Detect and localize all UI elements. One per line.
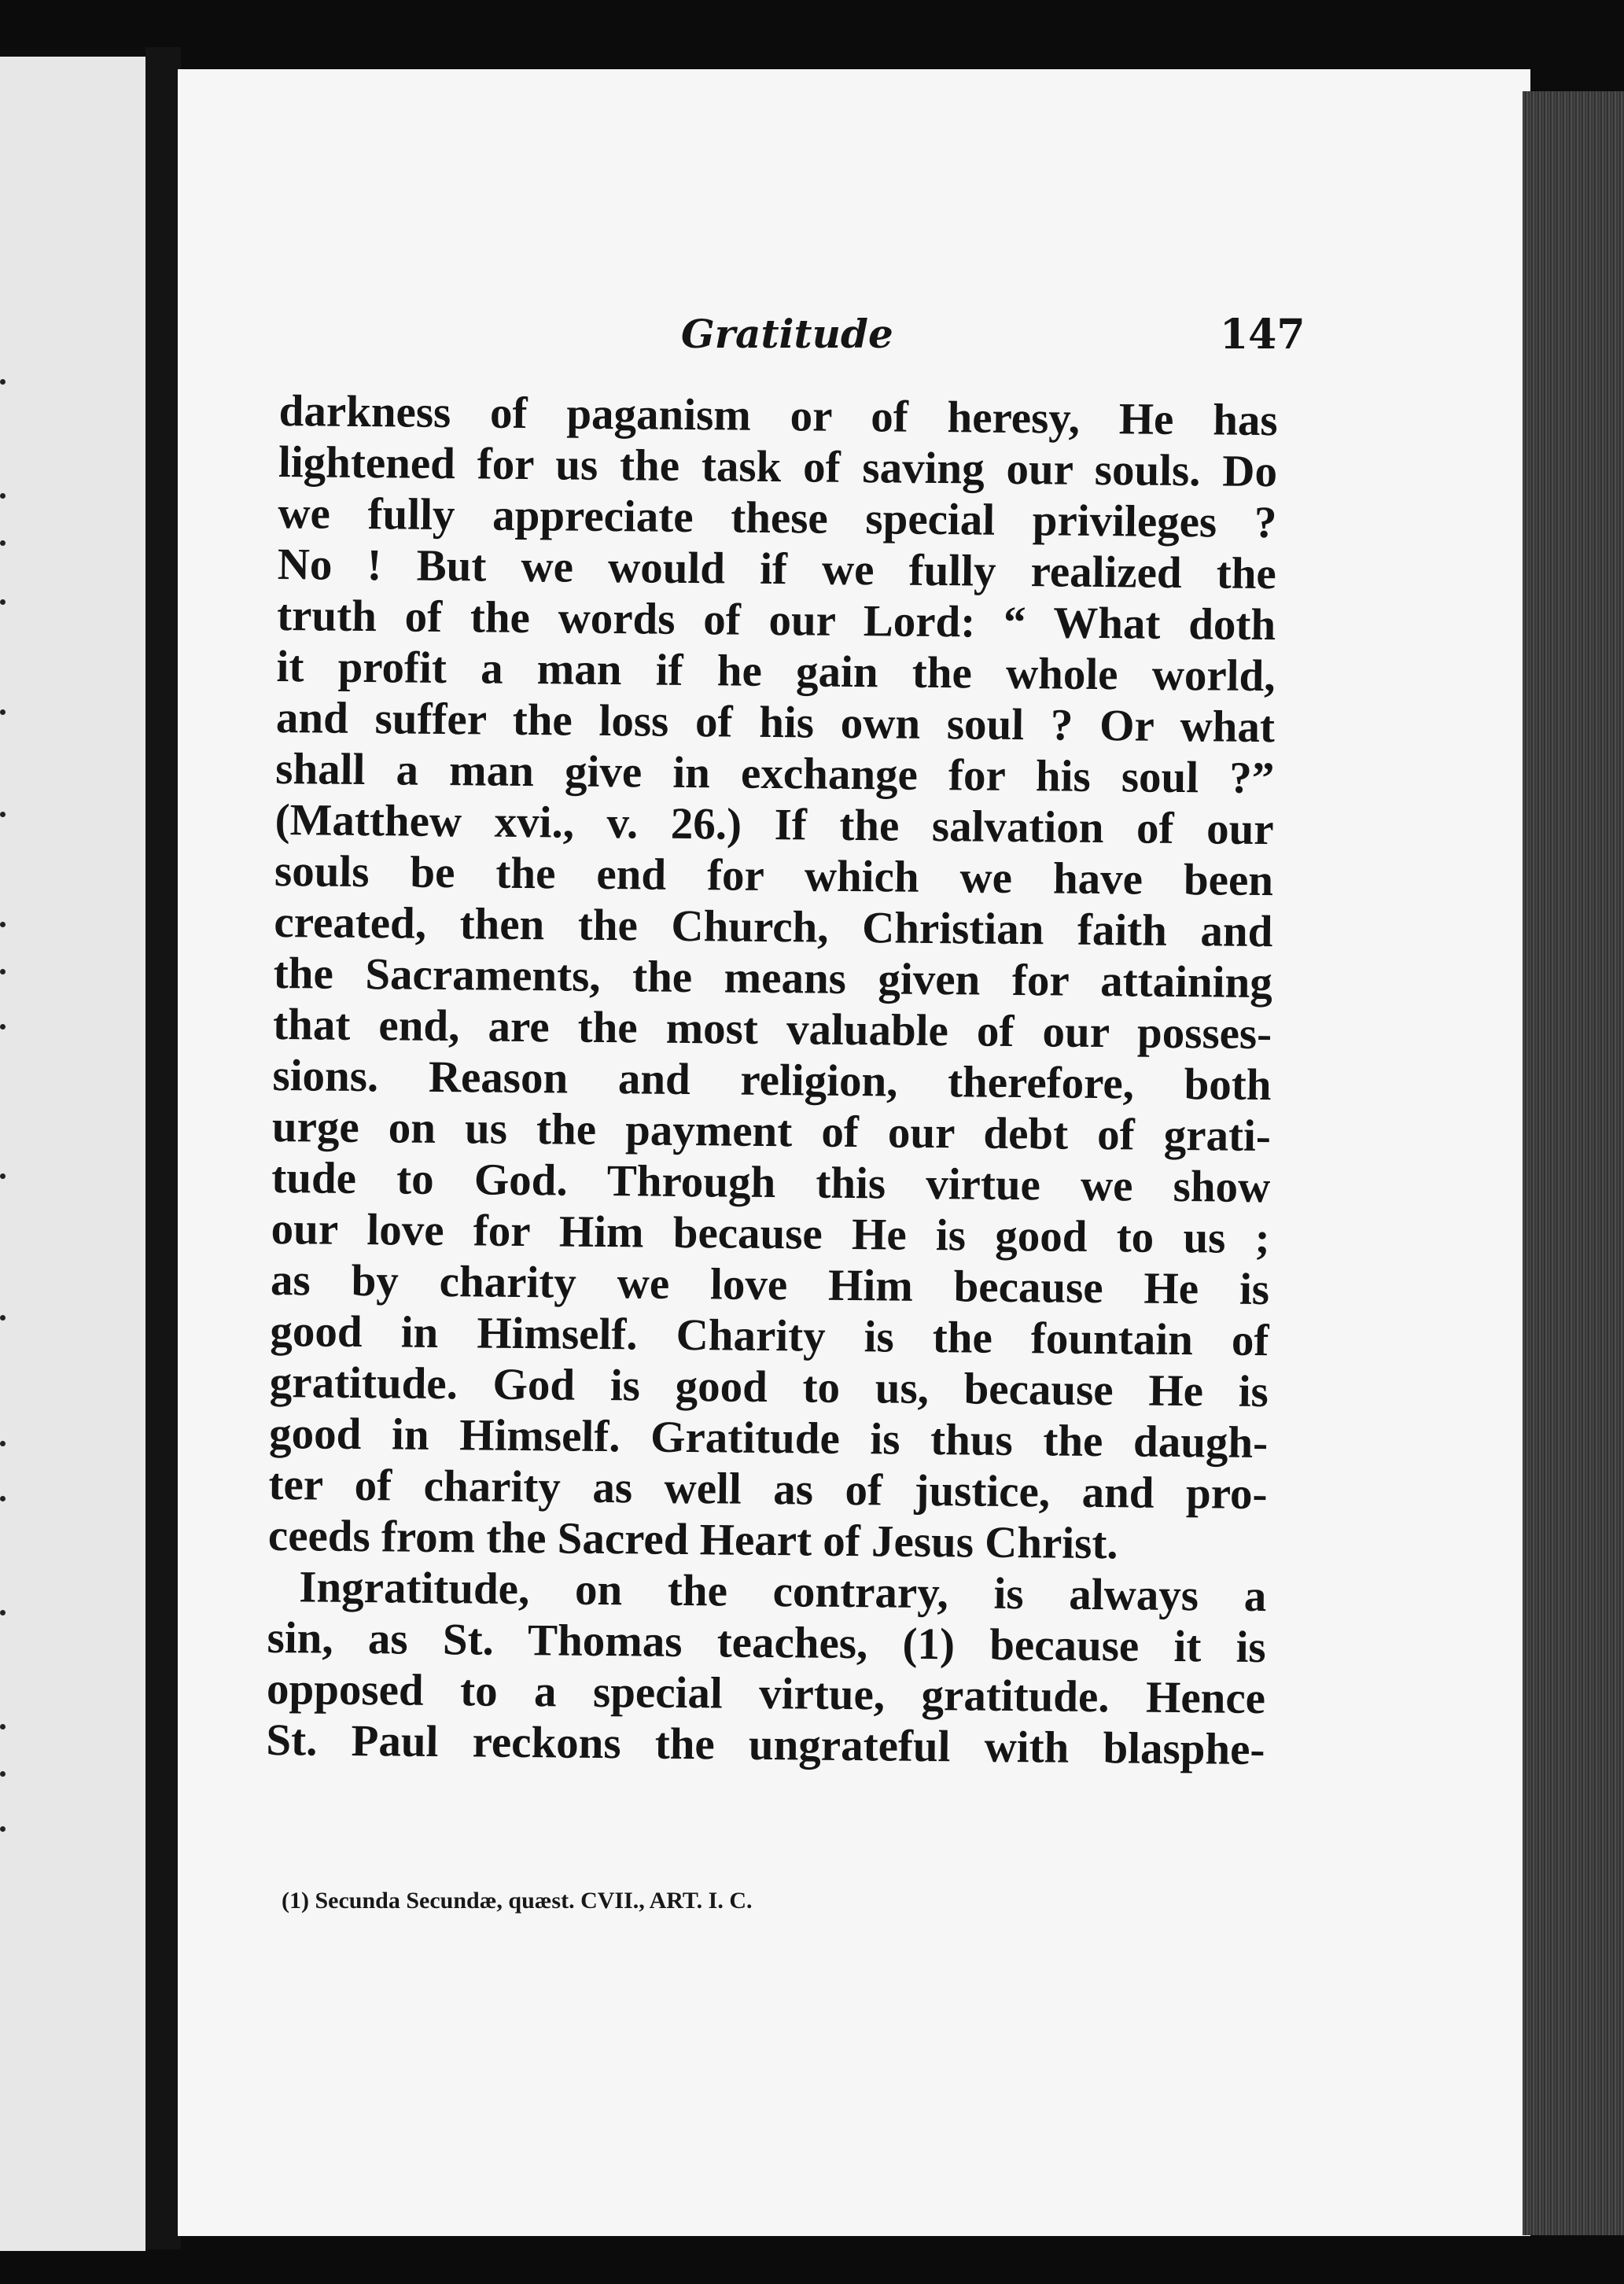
text-line: (Matthew xvi., v. 26.) If the salvation of our (274, 794, 1274, 855)
text-line: sions. Reason and religion, therefore, both (272, 1050, 1272, 1111)
facing-page-mark (0, 1771, 6, 1777)
text-line: shall a man give in exchange for his soul ?” (275, 743, 1275, 804)
facing-page-mark (0, 1024, 6, 1030)
running-head: Gratitude (681, 311, 893, 357)
facing-page-mark (0, 1724, 6, 1730)
facing-page-mark (0, 812, 6, 817)
book-gutter (145, 47, 181, 2249)
text-line: created, then the Church, Christian faith and (274, 897, 1273, 957)
text-line: it profit a man if he gain the whole world, (276, 641, 1276, 702)
facing-page-edge (0, 57, 145, 2251)
text-line: ter of charity as well as of justice, and pro- (268, 1459, 1268, 1520)
facing-page-mark (0, 599, 6, 605)
text-line: lightened for us the task of saving our souls. Do (278, 437, 1278, 497)
text-line: truth of the words of our Lord: “ What doth (276, 590, 1276, 650)
facing-page-mark (0, 969, 6, 974)
footnote: (1) Secunda Secundæ, quæst. CVII., ART. I. C. (282, 1888, 753, 1914)
text-line: as by charity we love Him because He is (270, 1254, 1270, 1315)
facing-page-mark (0, 379, 6, 385)
text-line: that end, are the most valuable of our posses- (272, 999, 1272, 1059)
text-line: the Sacraments, the means given for attaining (273, 948, 1273, 1008)
text-line: urge on us the payment of our debt of grati- (271, 1101, 1272, 1162)
text-line: good in Himself. Gratitude is thus the daugh- (268, 1408, 1269, 1468)
text-line: No ! But we would if we fully realized the (277, 539, 1277, 599)
facing-page-mark (0, 540, 6, 546)
page-header (178, 303, 1530, 374)
text-line: tude to God. Through this virtue we show (271, 1152, 1271, 1213)
text-line: darkness of paganism or of heresy, He has (278, 385, 1278, 446)
text-line: we fully appreciate these special privileges ? (278, 488, 1277, 548)
text-line: ceeds from the Sacred Heart of Jesus Christ. (267, 1510, 1118, 1569)
facing-page-mark (0, 1173, 6, 1179)
text-line: Ingratitude, on the contrary, is always a (299, 1562, 1267, 1622)
text-line: and suffer the loss of his own soul ? Or what (275, 692, 1276, 753)
facing-page-mark (0, 1315, 6, 1321)
body-text (266, 385, 1278, 1775)
text-line: gratitude. God is good to us, because He is (269, 1357, 1269, 1417)
facing-page-mark (0, 1496, 6, 1501)
text-line: our love for Him because He is good to us ; (271, 1203, 1270, 1264)
page-number: 147 (1220, 311, 1305, 359)
facing-page-mark (0, 1441, 6, 1446)
text-line: St. Paul reckons the ungrateful with blasphe- (266, 1715, 1265, 1775)
text-line: souls be the end for which we have been (274, 845, 1274, 906)
facing-page-mark (0, 1610, 6, 1615)
text-line: good in Himself. Charity is the fountain of (270, 1306, 1269, 1366)
page-edges (1523, 91, 1624, 2235)
facing-page-mark (0, 493, 6, 499)
facing-page-mark (0, 922, 6, 927)
facing-page-mark (0, 709, 6, 715)
text-line: sin, as St. Thomas teaches, (1) because it is (267, 1612, 1266, 1673)
text-line: opposed to a special virtue, gratitude. Hence (266, 1663, 1266, 1724)
facing-page-mark (0, 1826, 6, 1832)
